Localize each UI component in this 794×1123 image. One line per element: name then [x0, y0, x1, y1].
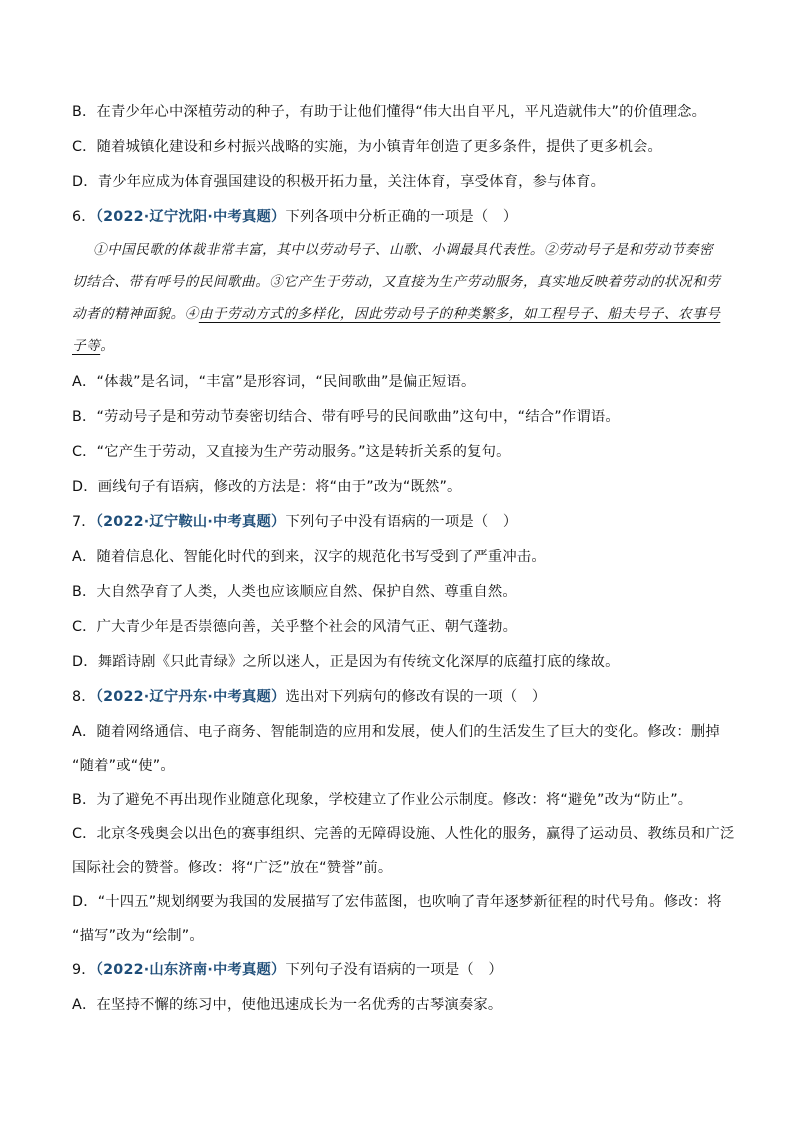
question-source: （2022·辽宁沈阳·中考真题）: [95, 209, 286, 225]
q8-option-d-line-1: D．“十四五”规划纲要为我国的发展描写了宏伟蓝图，也吹响了青年逐梦新征程的时代号角。修改：将: [72, 894, 722, 910]
q8-option-a-line-2: “随着”或“使”。: [72, 758, 175, 774]
question-7-stem: [72, 512, 732, 532]
q6-option-d: D．画线句子有语病，修改的方法是：将“由于”改为“既然”。: [72, 479, 462, 495]
question-text: 选出对下列病句的修改有误的一项（ ）: [285, 689, 547, 705]
q8-option-c-line-2: 国际社会的赞誉。修改：将“广泛”放在“赞誉”前。: [72, 860, 393, 876]
q6-option-b: B．“劳动号子是和劳动节奏密切结合、带有呼号的民间歌曲”这句中，“结合”作谓语。: [72, 409, 620, 425]
question-number: 6．: [72, 209, 96, 225]
q5-option-b: B．在青少年心中深植劳动的种子，有助于让他们懂得“伟大出自平凡，平凡造就伟大”的价值理念。: [72, 104, 707, 120]
passage-line-3: [72, 304, 732, 324]
q5-option-c: C．随着城镇化建设和乡村振兴战略的实施，为小镇青年创造了更多条件，提供了更多机会。: [72, 139, 663, 155]
underlined-sentence: 由于劳动方式的多样化，因此劳动号子的种类繁多，如工程号子、船夫号子、农事号: [198, 306, 721, 322]
q9-option-a: A．在坚持不懈的练习中，使他迅速成长为一名优秀的古琴演奏家。: [72, 997, 503, 1013]
q7-option-b: B．大自然孕育了人类，人类也应该顺应自然、保护自然、尊重自然。: [72, 584, 517, 600]
question-9-stem: [72, 960, 732, 980]
question-source: （2022·山东济南·中考真题）: [95, 962, 286, 978]
question-source: （2022·辽宁鞍山·中考真题）: [95, 514, 286, 530]
question-number: 9．: [72, 962, 96, 978]
q7-option-c: C．广大青少年是否崇德向善，关乎整个社会的风清气正、朝气蓬勃。: [72, 619, 518, 635]
passage-line-1: ①中国民歌的体裁非常丰富，其中以劳动号子、山歌、小调最具代表性。②劳动号子是和劳动节奏密: [93, 242, 714, 258]
q8-option-c-line-1: C．北京冬残奥会以出色的赛事组织、完善的无障碍设施、人性化的服务，赢得了运动员、教练员和广泛: [72, 826, 735, 842]
passage-line-2: 切结合、带有呼号的民间歌曲。③它产生于劳动，又直接为生产劳动服务，真实地反映着劳动的状况和劳: [72, 274, 721, 290]
question-8-stem: [72, 687, 732, 707]
q7-option-d: D．舞蹈诗剧《只此青绿》之所以迷人，正是因为有传统文化深厚的底蕴打底的缘故。: [72, 654, 620, 670]
q6-option-a: A．“体裁”是名词，“丰富”是形容词，“民间歌曲”是偏正短语。: [72, 374, 476, 390]
question-number: 8．: [72, 689, 96, 705]
q6-option-c: C．“它产生于劳动，又直接为生产劳动服务。”这是转折关系的复句。: [72, 444, 511, 460]
q8-option-a-line-1: A．随着网络通信、电子商务、智能制造的应用和发展，使人们的生活发生了巨大的变化。修改：删掉: [72, 724, 720, 740]
question-text: 下列各项中分析正确的一项是（ ）: [285, 209, 518, 225]
question-6-stem: [72, 207, 732, 227]
question-text: 下列句子没有语病的一项是（ ）: [285, 962, 503, 978]
q5-option-d: D．青少年应成为体育强国建设的积极开拓力量，关注体育，享受体育，参与体育。: [72, 174, 606, 190]
question-number: 7．: [72, 514, 96, 530]
q8-option-d-line-2: “描写”改为“绘制”。: [72, 928, 204, 944]
q8-option-b: B．为了避免不再出现作业随意化现象，学校建立了作业公示制度。修改：将“避免”改为“防止”。: [72, 792, 693, 808]
question-source: （2022·辽宁丹东·中考真题）: [95, 689, 286, 705]
question-text: 下列句子中没有语病的一项是（ ）: [285, 514, 518, 530]
passage-line-4: [72, 336, 732, 356]
underlined-sentence-end: 子等: [72, 338, 101, 354]
q7-option-a: A．随着信息化、智能化时代的到来，汉字的规范化书写受到了严重冲击。: [72, 549, 546, 565]
passage-text: 。: [100, 338, 115, 354]
passage-text: 动者的精神面貌。④: [72, 306, 199, 322]
